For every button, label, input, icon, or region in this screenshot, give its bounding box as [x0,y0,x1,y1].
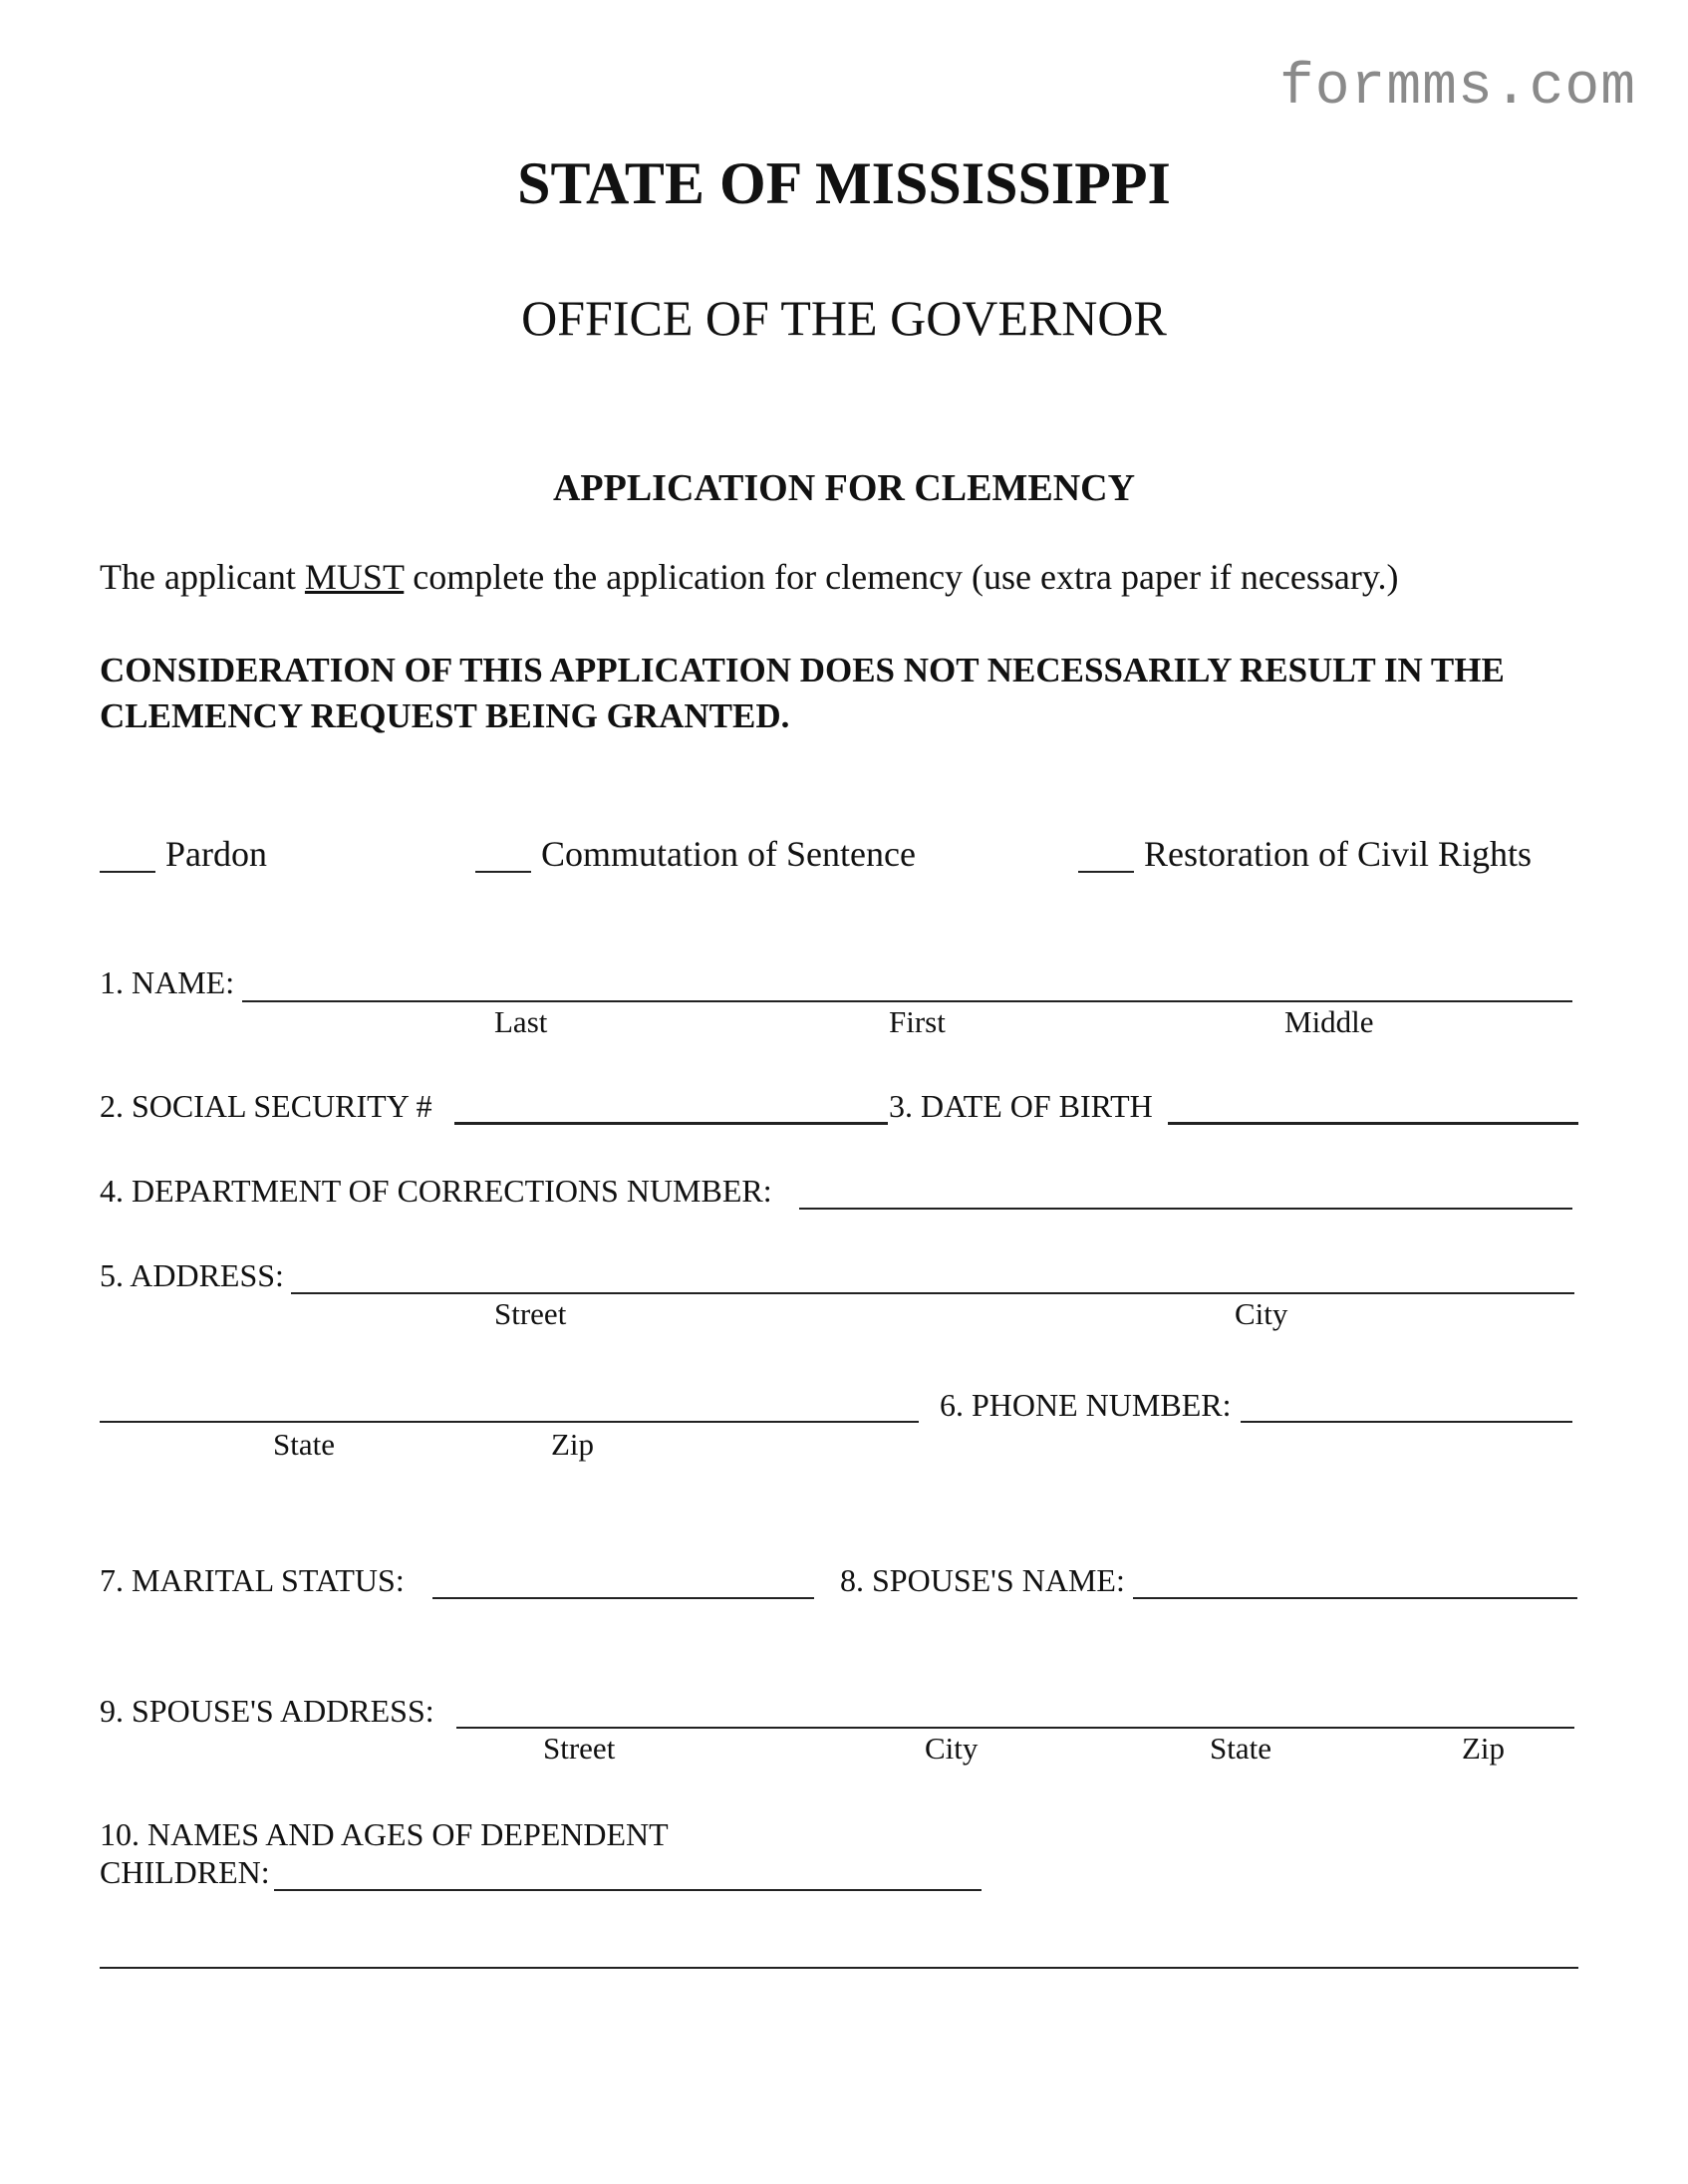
phone-label: 6. PHONE NUMBER: [940,1387,1232,1423]
option-pardon-label: Pardon [165,834,267,874]
page-subtitle: OFFICE OF THE GOVERNOR [521,290,1167,346]
option-commutation-blank[interactable] [475,871,531,873]
spouse-address-sub-state: State [1210,1731,1271,1766]
name-sub-first: First [889,1004,946,1039]
option-restoration-label: Restoration of Civil Rights [1144,834,1533,874]
children-label-line1: 10. NAMES AND AGES OF DEPENDENT [100,1816,669,1852]
dob-field[interactable] [1168,1122,1578,1125]
marital-status-label: 7. MARITAL STATUS: [100,1562,405,1598]
name-sub-middle: Middle [1284,1004,1374,1039]
intro-before: The applicant [100,557,305,597]
marital-status-field[interactable] [432,1597,814,1599]
address-field[interactable] [291,1292,1574,1294]
spouse-address-field[interactable] [456,1727,1574,1729]
address-sub-street: Street [494,1296,567,1331]
intro-after: complete the application for clemency (use extra paper if necessary.) [404,557,1399,597]
option-pardon-blank[interactable] [100,871,155,873]
address-label: 5. ADDRESS: [100,1257,284,1293]
name-field[interactable] [242,1000,1572,1002]
children-label-line2: CHILDREN: [100,1854,270,1890]
option-restoration-blank[interactable] [1078,871,1134,873]
page-title: STATE OF MISSISSIPPI [517,150,1171,216]
warning-notice: CONSIDERATION OF THIS APPLICATION DOES NOT NECESSARILY RESULT IN THE CLEMENCY REQUEST BEING GRANTED. [100,651,1505,735]
intro-text [100,556,1399,598]
name-label: 1. NAME: [100,964,235,1000]
state-zip-field[interactable] [100,1421,919,1423]
watermark: formms.com [1278,56,1636,121]
spouse-address-sub-zip: Zip [1462,1731,1506,1766]
address-sub-state: State [273,1427,335,1462]
doc-number-field[interactable] [799,1208,1572,1210]
phone-field[interactable] [1241,1421,1572,1423]
form-title: APPLICATION FOR CLEMENCY [552,467,1136,509]
spouse-address-sub-city: City [925,1731,979,1766]
doc-number-label: 4. DEPARTMENT OF CORRECTIONS NUMBER: [100,1173,772,1209]
spouse-address-label: 9. SPOUSE'S ADDRESS: [100,1693,434,1729]
spouse-name-label: 8. SPOUSE'S NAME: [840,1562,1125,1598]
address-sub-zip: Zip [551,1427,595,1462]
dob-label: 3. DATE OF BIRTH [889,1088,1153,1124]
spouse-name-field[interactable] [1133,1597,1577,1599]
ssn-field[interactable] [454,1122,888,1125]
children-field[interactable] [274,1889,982,1891]
name-sub-last: Last [494,1004,548,1039]
ssn-label: 2. SOCIAL SECURITY # [100,1088,432,1124]
intro-emphasis: MUST [304,557,405,597]
spouse-address-sub-street: Street [543,1731,616,1766]
option-commutation-label: Commutation of Sentence [541,834,916,874]
address-sub-city: City [1235,1296,1288,1331]
children-extra-line[interactable] [100,1967,1578,1969]
